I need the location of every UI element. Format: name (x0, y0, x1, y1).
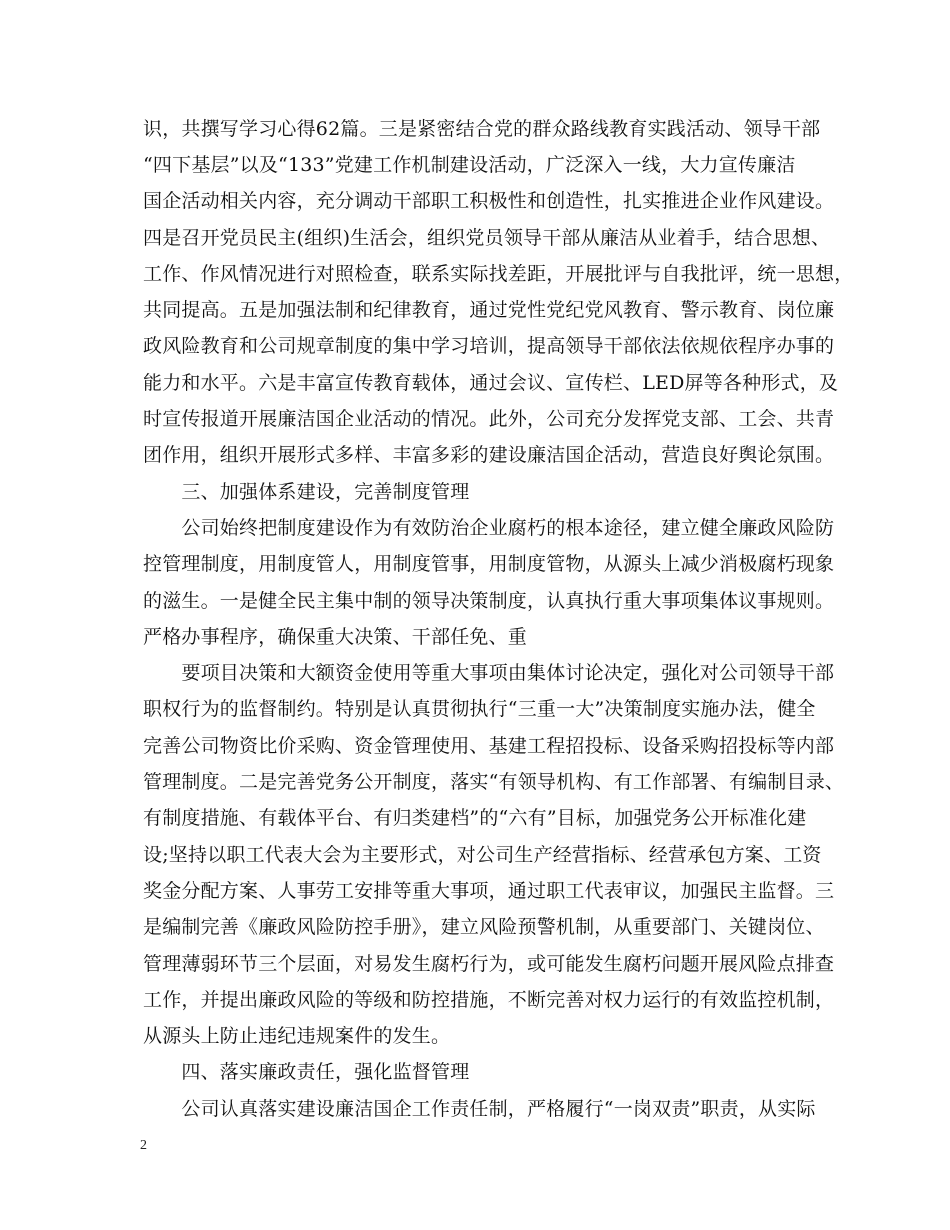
text-line-3: 国企活动相关内容，充分调动干部职工积极性和创造性，扎实推进企业作风建设。 (143, 190, 835, 212)
text-line-24: 管理薄弱环节三个层面，对易发生腐朽行为，或可能发生腐朽问题开展风险点排查 (143, 953, 835, 975)
text-line-28: 公司认真落实建设廉洁国企工作责任制，严格履行“一岗双责”职责，从实际 (143, 1098, 816, 1120)
text-line-16: 要项目决策和大额资金使用等重大事项由集体讨论决定，强化对公司领导干部 (143, 662, 835, 684)
page-number: 2 (140, 1138, 147, 1153)
text-line-7: 政风险教育和公司规章制度的集中学习培训，提高领导干部依法依规依程序办事的 (143, 335, 835, 357)
section-heading-4: 四、落实廉政责任，强化监督管理 (143, 1061, 470, 1083)
text-line-1: 识，共撰写学习心得62篇。三是紧密结合党的群众路线教育实践活动、领导干部 (143, 118, 821, 140)
text-line-17: 职权行为的监督制约。特别是认真贯彻执行“三重一大”决策制度实施办法，健全 (143, 698, 816, 720)
section-heading-3: 三、加强体系建设，完善制度管理 (143, 481, 470, 503)
text-line-19: 管理制度。二是完善党务公开制度，落实“有领导机构、有工作部署、有编制目录、 (143, 771, 845, 793)
text-line-5: 工作、作风情况进行对照检查，联系实际找差距，开展批评与自我批评，统一思想， (143, 263, 854, 285)
text-line-21: 设;坚持以职工代表大会为主要形式，对公司生产经营指标、经营承包方案、工资 (143, 844, 822, 866)
text-line-2: “四下基层”以及“133”党建工作机制建设活动，广泛深入一线，大力宣传廉洁 (143, 154, 796, 176)
text-line-22: 奖金分配方案、人事劳工安排等重大事项，通过职工代表审议，加强民主监督。三 (143, 880, 835, 902)
text-line-23: 是编制完善《廉政风险防控手册》，建立风险预警机制，从重要部门、关键岗位、 (143, 916, 825, 938)
text-line-25: 工作，并提出廉政风险的等级和防控措施，不断完善对权力运行的有效监控机制， (143, 989, 835, 1011)
text-line-13: 控管理制度，用制度管人，用制度管事，用制度管物，从源头上减少消极腐朽现象 (143, 553, 835, 575)
text-line-6: 共同提高。五是加强法制和纪律教育，通过党性党纪党风教育、警示教育、岗位廉 (143, 299, 835, 321)
text-line-8: 能力和水平。六是丰富宣传教育载体，通过会议、宣传栏、LED屏等各种形式，及 (143, 372, 839, 394)
text-line-15: 严格办事程序，确保重大决策、干部任免、重 (143, 626, 528, 648)
text-line-26: 从源头上防止违纪违规案件的发生。 (143, 1025, 451, 1047)
text-line-10: 团作用，组织开展形式多样、丰富多彩的建设廉洁国企活动，营造良好舆论氛围。 (143, 444, 835, 466)
text-line-18: 完善公司物资比价采购、资金管理使用、基建工程招投标、设备采购招投标等内部 (143, 735, 835, 757)
text-line-14: 的滋生。一是健全民主集中制的领导决策制度，认真执行重大事项集体议事规则。 (143, 590, 835, 612)
text-line-9: 时宣传报道开展廉洁国企业活动的情况。此外，公司充分发挥党支部、工会、共青 (143, 408, 835, 430)
text-line-4: 四是召开党员民主(组织)生活会，组织党员领导干部从廉洁从业着手，结合思想、 (143, 227, 831, 249)
text-line-20: 有制度措施、有载体平台、有归类建档”的“六有”目标，加强党务公开标准化建 (143, 807, 807, 829)
text-line-12: 公司始终把制度建设作为有效防治企业腐朽的根本途径，建立健全廉政风险防 (143, 517, 835, 539)
